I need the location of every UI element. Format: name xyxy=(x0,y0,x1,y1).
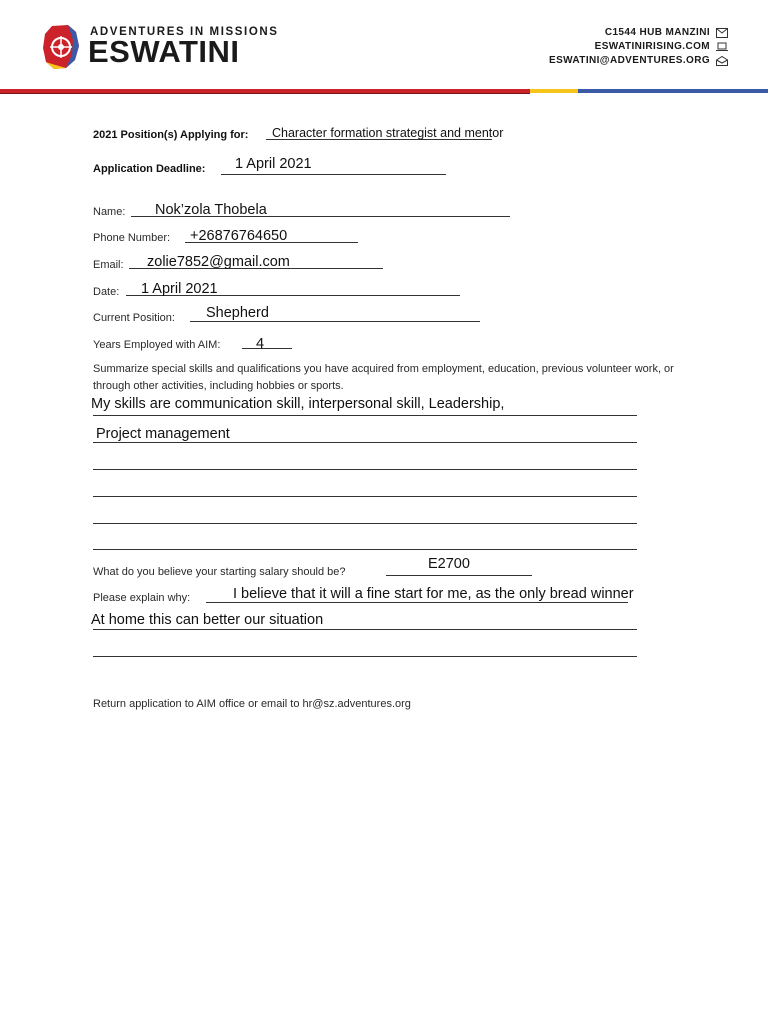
brand-tagline: ADVENTURES IN MISSIONS xyxy=(90,26,279,38)
salary-line xyxy=(386,575,532,576)
explain-line xyxy=(206,602,628,603)
address-text: C1544 HUB MANZINI xyxy=(604,27,710,38)
laptop-icon xyxy=(716,42,728,52)
explain-field-2[interactable]: At home this can better our situation xyxy=(91,612,324,628)
skills-rule-4 xyxy=(93,496,637,497)
name-label: Name: xyxy=(93,206,126,218)
skills-line-1[interactable]: My skills are communication skill, interpersonal skill, Leadership, xyxy=(91,396,505,412)
current-position-field[interactable]: Shepherd xyxy=(206,305,269,321)
explain-label: Please explain why: xyxy=(93,592,191,604)
return-instructions: Return application to AIM office or email to hr@sz.adventures.org xyxy=(93,698,411,710)
eswatini-map-logo xyxy=(42,24,80,70)
position-label: 2021 Position(s) Applying for: xyxy=(93,129,249,141)
contact-website xyxy=(595,41,728,52)
email-label: Email: xyxy=(93,259,124,271)
contact-address xyxy=(605,27,728,38)
header-stripe-yellow xyxy=(530,89,578,93)
date-label: Date: xyxy=(93,286,120,298)
skills-rule-5 xyxy=(93,523,637,524)
skills-line-2[interactable]: Project management xyxy=(96,426,230,442)
header-stripe-shadow xyxy=(0,93,530,94)
phone-label: Phone Number: xyxy=(93,232,171,244)
current-position-line xyxy=(190,321,480,322)
mail-icon xyxy=(716,28,728,38)
deadline-line xyxy=(221,174,446,175)
skills-rule-3 xyxy=(93,469,637,470)
date-field[interactable]: 1 April 2021 xyxy=(141,281,218,297)
header-stripe-blue xyxy=(578,89,768,93)
envelope-icon xyxy=(716,56,728,66)
explain-field-1[interactable]: I believe that it will a fine start for me, as the only bread winner xyxy=(233,586,634,602)
years-line xyxy=(242,348,292,349)
website-text: ESWATINIRISING.COM xyxy=(594,41,710,52)
years-label: Years Employed with AIM: xyxy=(93,339,221,351)
explain-rule-2 xyxy=(93,629,637,630)
contact-email xyxy=(549,55,728,66)
name-field[interactable]: Nok’zola Thobela xyxy=(155,202,267,218)
skills-rule-6 xyxy=(93,549,637,550)
brand-name: ESWATINI xyxy=(88,34,240,69)
skills-rule-2 xyxy=(93,442,637,443)
position-field[interactable]: Character formation strategist and mentor xyxy=(272,126,504,140)
current-position-label: Current Position: xyxy=(93,312,175,324)
skills-rule-1 xyxy=(93,415,637,416)
deadline-label: Application Deadline: xyxy=(93,163,206,175)
email-text: ESWATINI@ADVENTURES.ORG xyxy=(549,55,710,66)
deadline-field[interactable]: 1 April 2021 xyxy=(235,156,312,172)
salary-label: What do you believe your starting salary should be? xyxy=(93,566,346,578)
email-field[interactable]: zolie7852@gmail.com xyxy=(147,254,290,270)
phone-field[interactable]: +26876764650 xyxy=(190,228,288,244)
years-field[interactable]: 4 xyxy=(256,336,265,352)
salary-field[interactable]: E2700 xyxy=(428,556,470,572)
skills-prompt: Summarize special skills and qualifications you have acquired from employment, education, previous volunteer work, or through other activities, including hobbies or sports. xyxy=(93,363,674,392)
explain-rule-3 xyxy=(93,656,637,657)
